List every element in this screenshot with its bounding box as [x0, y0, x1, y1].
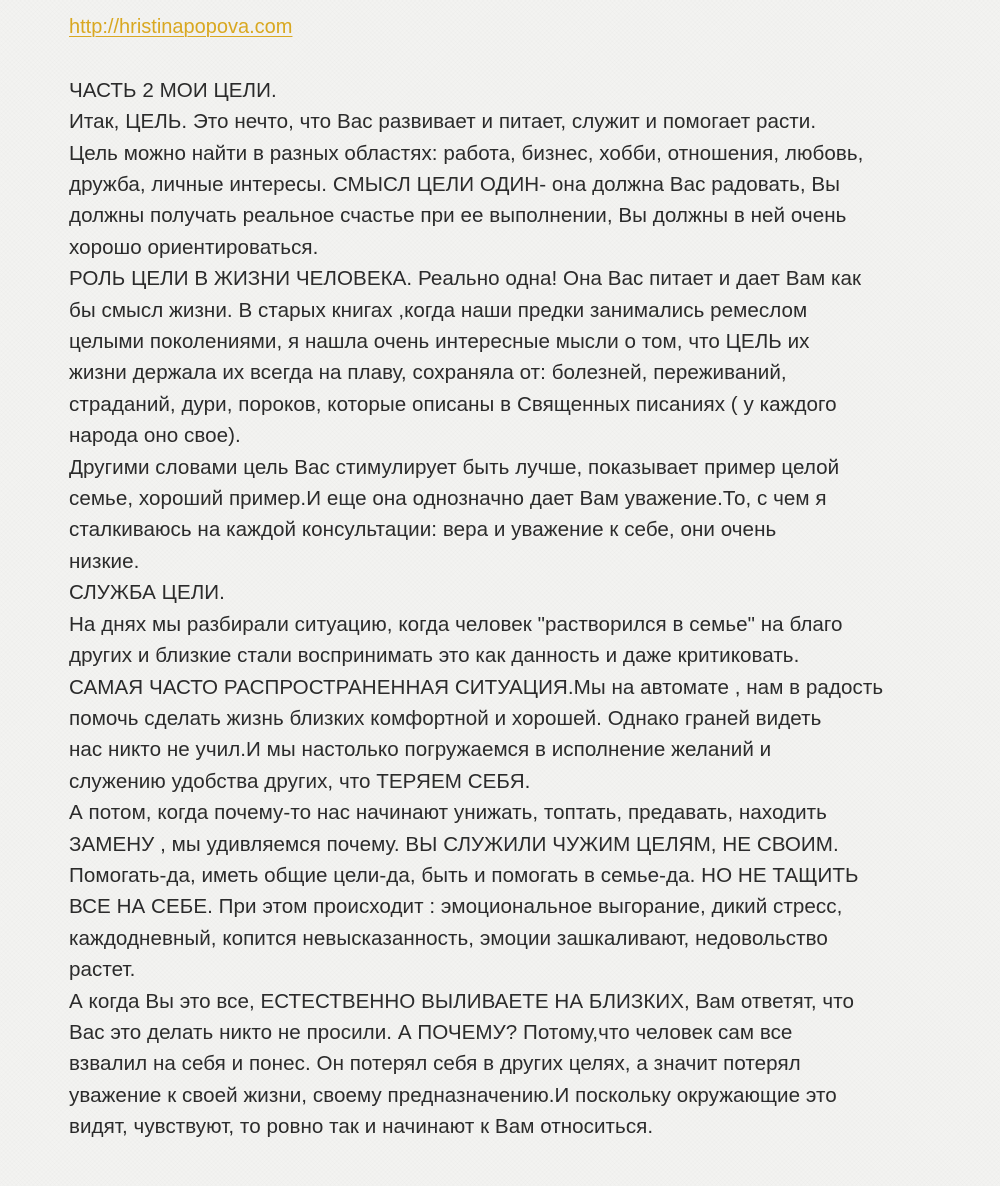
text-line: ВСЕ НА СЕБЕ. При этом происходит : эмоциональное выгорание, дикий стресс,	[69, 895, 843, 919]
text-line: страданий, дури, пороков, которые описаны в Священных писаниях ( у каждого	[69, 392, 837, 416]
text-line: дружба, личные интересы. СМЫСЛ ЦЕЛИ ОДИН- она должна Вас радовать, Вы	[69, 173, 841, 197]
text-line: целыми поколениями, я нашла очень интересные мысли о том, что ЦЕЛЬ их	[69, 330, 810, 354]
text-line: уважение к своей жизни, своему предназначению.И поскольку окружающие это	[69, 1083, 837, 1107]
text-line: народа оно свое).	[69, 424, 241, 448]
text-line: СЛУЖБА ЦЕЛИ.	[69, 581, 225, 605]
text-line: бы смысл жизни. В старых книгах ,когда наши предки занимались ремеслом	[69, 298, 808, 322]
text-line: Вас это делать никто не просили. А ПОЧЕМУ? Потому,что человек сам все	[69, 1020, 793, 1044]
text-line: растет.	[69, 958, 136, 982]
text-line: Другими словами цель Вас стимулирует быть лучше, показывает пример целой	[69, 455, 840, 479]
text-line: Итак, ЦЕЛЬ. Это нечто, что Вас развивает и питает, служит и помогает расти.	[69, 110, 817, 134]
text-line: хорошо ориентироваться.	[69, 235, 319, 259]
text-line: сталкиваюсь на каждой консультации: вера и уважение к себе, они очень	[69, 518, 777, 542]
text-line: видят, чувствуют, то ровно так и начинают к Вам относиться.	[69, 1115, 654, 1139]
text-line: жизни держала их всегда на плаву, сохраняла от: болезней, переживаний,	[69, 361, 787, 385]
note-body	[69, 75, 949, 1143]
text-line: РОЛЬ ЦЕЛИ В ЖИЗНИ ЧЕЛОВЕКА. Реально одна! Она Вас питает и дает Вам как	[69, 267, 862, 291]
text-line: ЧАСТЬ 2 МОИ ЦЕЛИ.	[69, 78, 277, 102]
text-line: каждодневный, копится невысказанность, эмоции зашкаливают, недовольство	[69, 926, 828, 950]
text-line: А когда Вы это все, ЕСТЕСТВЕННО ВЫЛИВАЕТЕ НА БЛИЗКИХ, Вам ответят, что	[69, 989, 854, 1013]
text-line: нас никто не учил.И мы настолько погружаемся в исполнение желаний и	[69, 738, 772, 762]
text-line: помочь сделать жизнь близких комфортной и хорошей. Однако граней видеть	[69, 706, 822, 730]
text-line: ЗАМЕНУ , мы удивляемся почему. ВЫ СЛУЖИЛИ ЧУЖИМ ЦЕЛЯМ, НЕ СВОИМ.	[69, 832, 839, 856]
text-line: САМАЯ ЧАСТО РАСПРОСТРАНЕННАЯ СИТУАЦИЯ.Мы на автомате , нам в радость	[69, 675, 884, 699]
text-line: На днях мы разбирали ситуацию, когда человек "растворился в семье" на благо	[69, 612, 843, 636]
text-line: А потом, когда почему-то нас начинают унижать, топтать, предавать, находить	[69, 801, 827, 825]
blank-line	[69, 43, 949, 74]
text-line: низкие.	[69, 549, 140, 573]
text-line: других и близкие стали воспринимать это как данность и даже критиковать.	[69, 644, 800, 668]
text-line: Помогать-да, иметь общие цели-да, быть и помогать в семье-да. НО НЕ ТАЩИТЬ	[69, 863, 859, 887]
note-document	[69, 12, 949, 1143]
text-line: Цель можно найти в разных областях: работа, бизнес, хобби, отношения, любовь,	[69, 141, 864, 165]
text-line: служению удобства других, что ТЕРЯЕМ СЕБЯ.	[69, 769, 531, 793]
text-line: взвалил на себя и понес. Он потерял себя в других целях, а значит потерял	[69, 1052, 801, 1076]
website-link[interactable]: http://hristinapopova.com	[69, 16, 293, 38]
text-line: семье, хороший пример.И еще она однозначно дает Вам уважение.То, с чем я	[69, 487, 827, 511]
text-line: должны получать реальное счастье при ее выполнении, Вы должны в ней очень	[69, 204, 847, 228]
